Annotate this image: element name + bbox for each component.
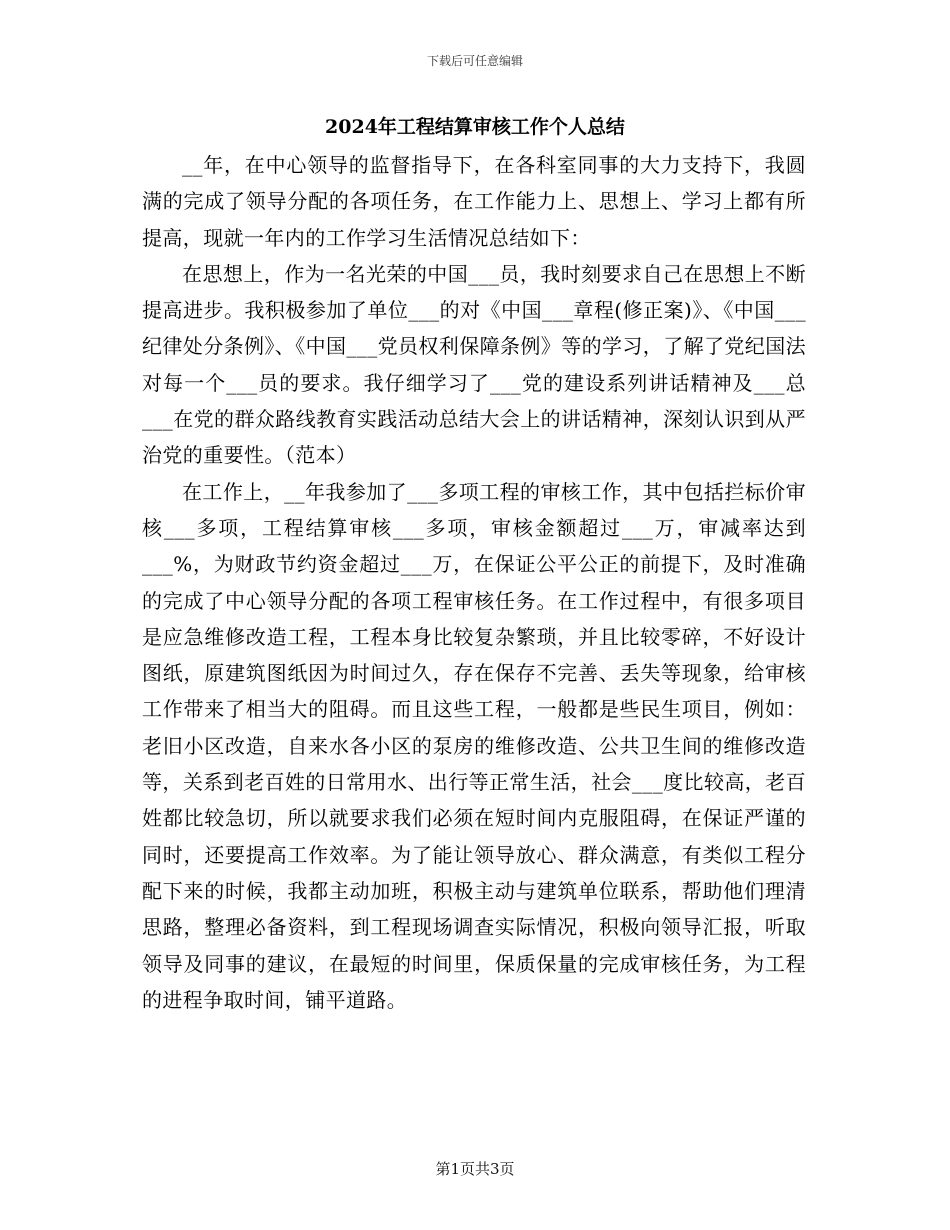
- document-title: 2024年工程结算审核工作个人总结: [325, 116, 625, 138]
- paragraph-work: 在工作上，__年我参加了___多项工程的审核工作，其中包括拦标价审核___多项，工程结算审核___多项，审核金额超过___万，审减率达到___%，为财政节约资金超过___万，在保证公平公正的前提下，及时准确的完成了中心领导分配的各项工程审核任务。在工作过程中，有很多项目是应急维修改造工程，工程本身比较复杂繁琐，并且比较零碎，不好设计图纸，原建筑图纸因为时间过久，存在保存不完善、丢失等现象，给审核工作带来了相当大的阻碍。而且这些工程，一般都是些民生项目，例如：老旧小区改造，自来水各小区的泵房的维修改造、公共卫生间的维修改造等，关系到老百姓的日常用水、出行等正常生活，社会___度比较高，老百姓都比较急切，所以就要求我们必须在短时间内克服阻碍，在保证严谨的同时，还要提高工作效率。为了能让领导放心、群众满意，有类似工程分配下来的时候，我都主动加班，积极主动与建筑单位联系，帮助他们理清思路，整理必备资料，到工程现场调查实际情况，积极向领导汇报，听取领导及同事的建议，在最短的时间里，保质保量的完成审核任务，为工程的进程争取时间，铺平道路。: [142, 479, 806, 1012]
- document-body: [142, 147, 806, 1018]
- page-header-note: 下载后可任意编辑: [426, 54, 523, 68]
- paragraph-ideology: 在思想上，作为一名光荣的中国___员，我时刻要求自己在思想上不断提高进步。我积极参加了单位___的对《中国___章程(修正案)》、《中国___纪律处分条例》、《中国___党员权利保障条例》等的学习，了解了党纪国法对每一个___员的要求。我仔细学习了___党的建设系列讲话精神及___总___在党的群众路线教育实践活动总结大会上的讲话精神，深刻认识到从严治党的重要性。（范本）: [142, 261, 806, 468]
- page-number: 第1页共3页: [435, 1160, 515, 1178]
- paragraph-intro: __年，在中心领导的监督指导下，在各科室同事的大力支持下，我圆满的完成了领导分配的各项任务，在工作能力上、思想上、学习上都有所提高，现就一年内的工作学习生活情况总结如下：: [142, 153, 806, 250]
